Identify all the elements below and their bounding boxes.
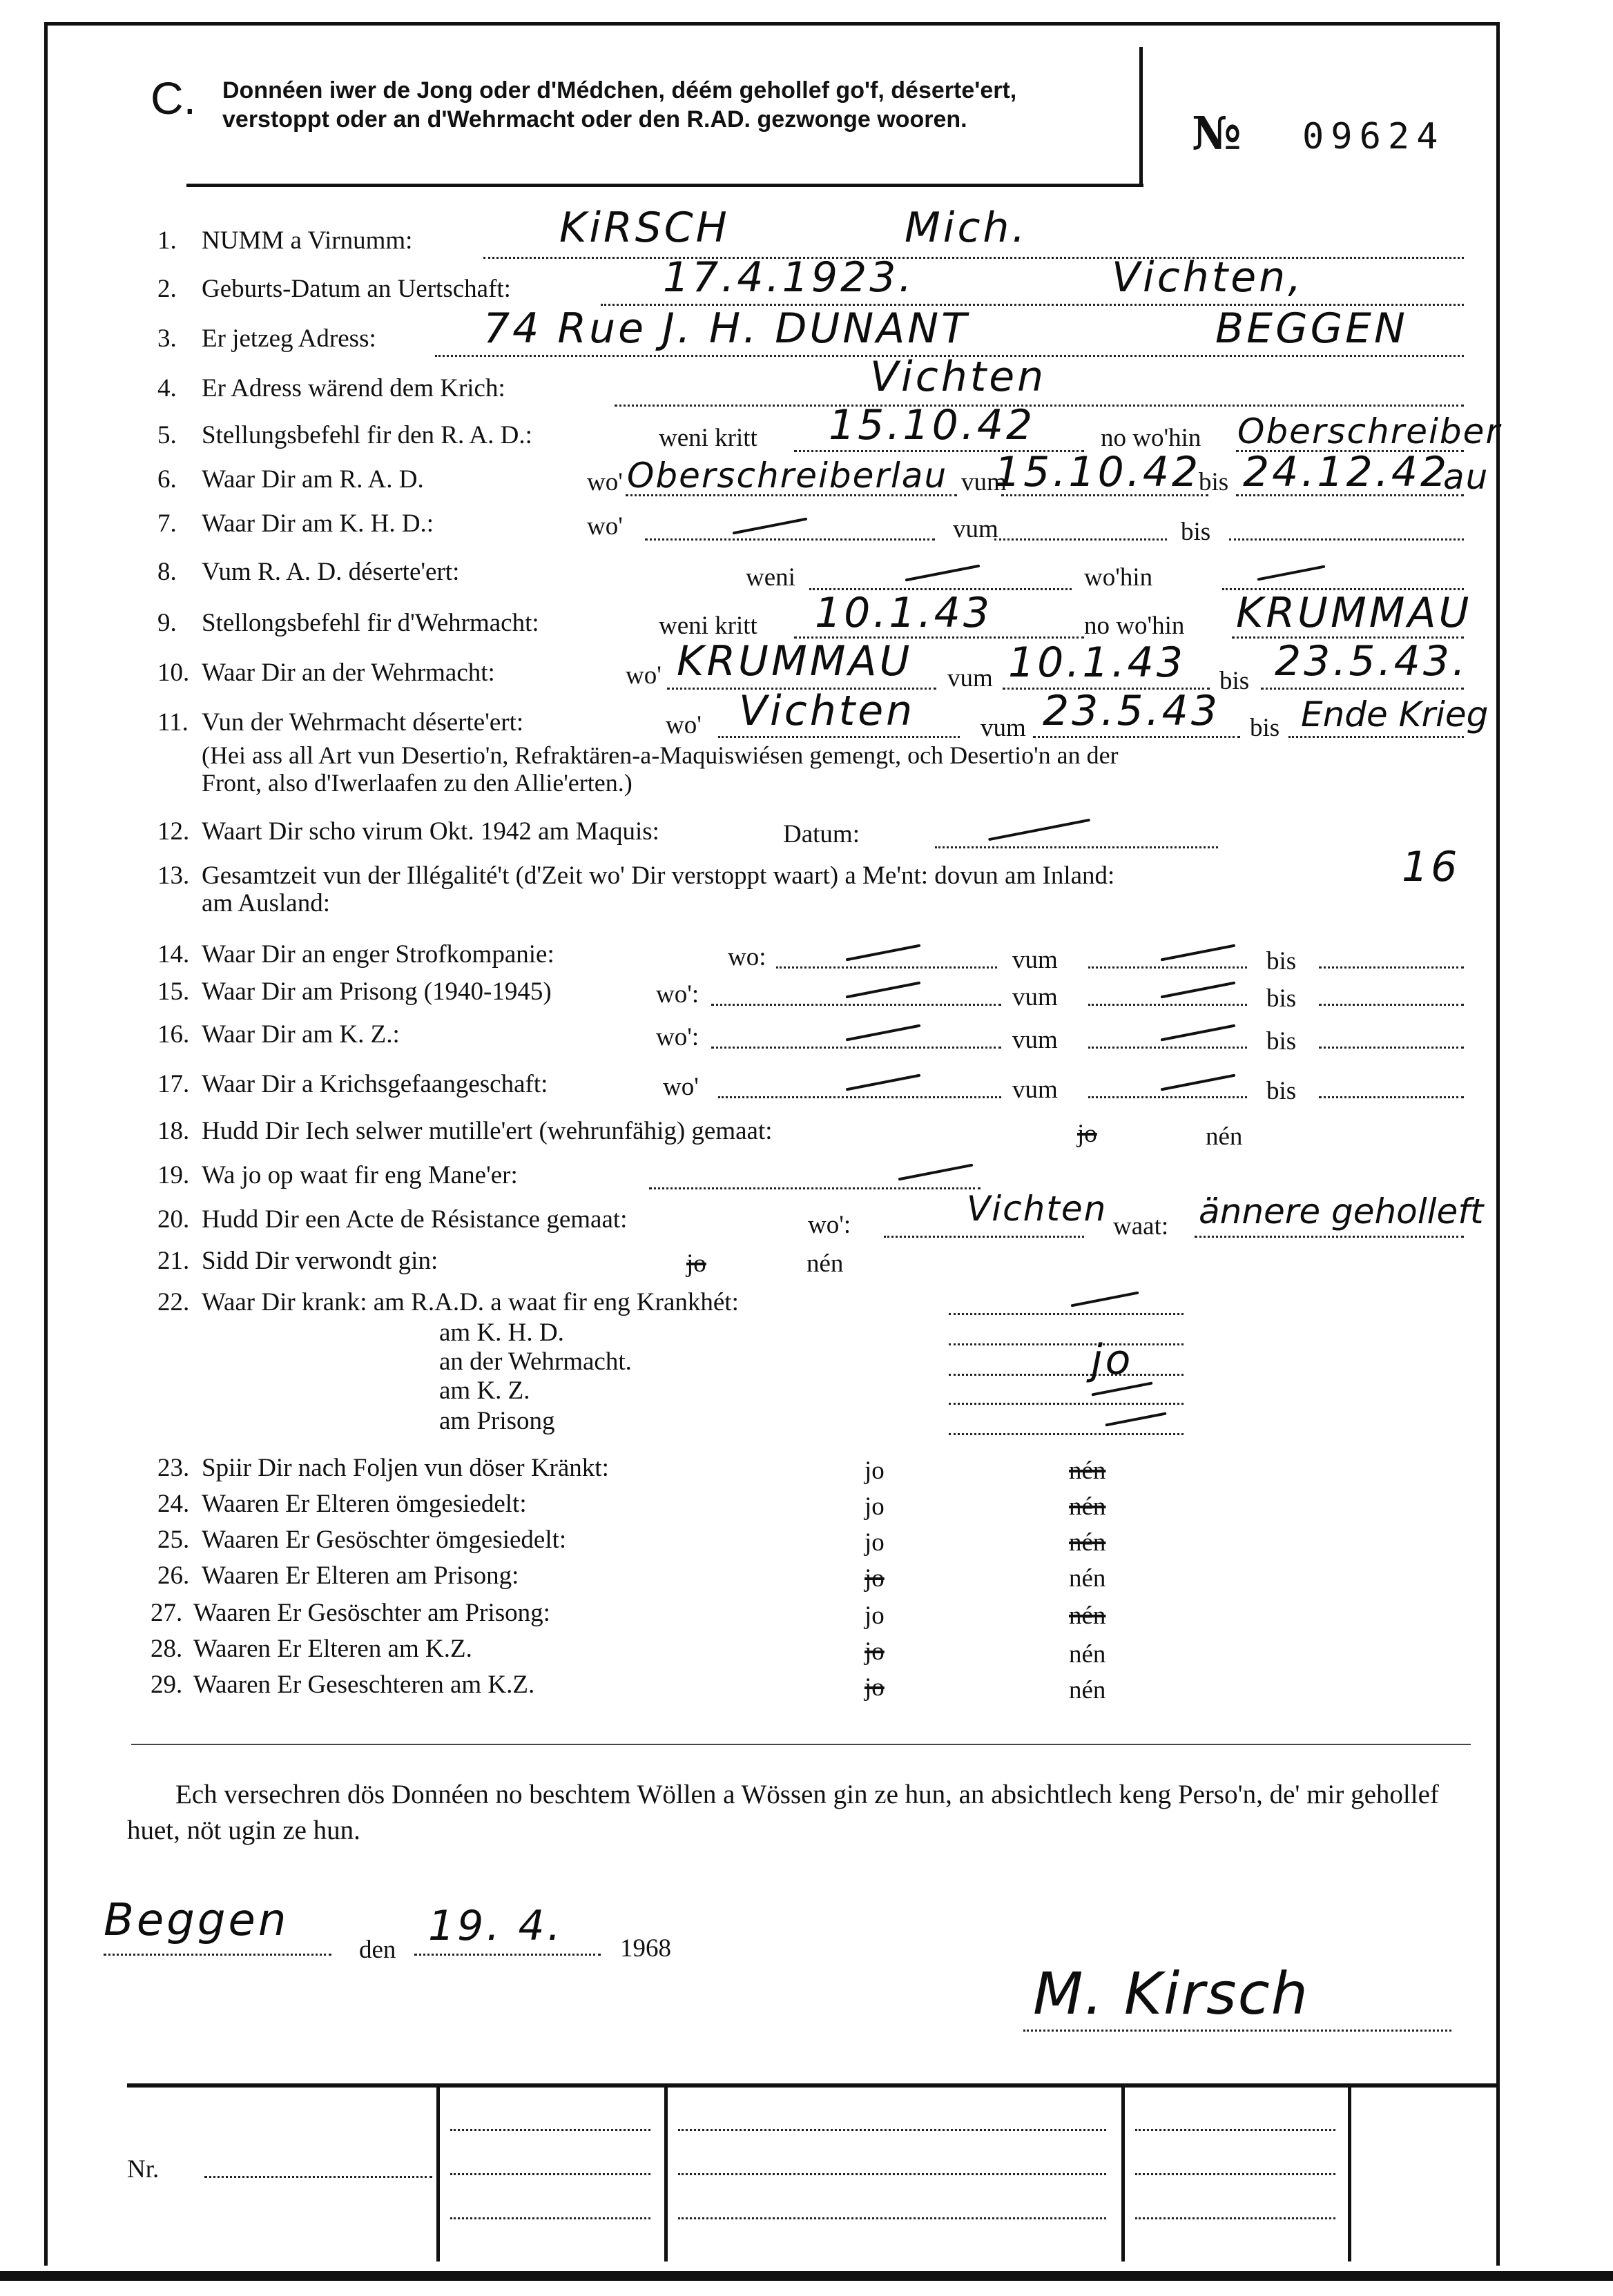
- signature-date: 19. 4.: [428, 1902, 563, 1950]
- row-29-yes-option[interactable]: jo: [865, 1673, 885, 1702]
- footer-cell-2-3[interactable]: [678, 2217, 1106, 2219]
- row-16-label: Waar Dir am K. Z.:: [202, 1020, 400, 1049]
- row-22-number: 22.: [157, 1288, 190, 1316]
- row-22-kz-label: am K. Z.: [439, 1376, 530, 1405]
- row-9-where-value: KRUMMAU: [1236, 589, 1472, 637]
- row-20-what-value: ännere geholleft: [1199, 1191, 1484, 1232]
- row-22-wehrmacht-field[interactable]: [949, 1374, 1184, 1376]
- row-22-khd-field[interactable]: [949, 1343, 1184, 1345]
- row-17-number: 17.: [157, 1070, 190, 1098]
- row-15-label: Waar Dir am Prisong (1940-1945): [202, 977, 552, 1006]
- row-15-to-field[interactable]: [1319, 1004, 1464, 1006]
- row-7-where-field[interactable]: [645, 538, 935, 541]
- row-12-number: 12.: [157, 817, 190, 846]
- signature-year: 1968: [620, 1934, 671, 1963]
- row-25-number: 25.: [157, 1526, 190, 1554]
- row-11-from-field[interactable]: [1033, 736, 1240, 738]
- row-14-from-label: vum: [1012, 946, 1058, 974]
- row-10-number: 10.: [157, 659, 190, 687]
- row-27-yes-option[interactable]: jo: [865, 1602, 885, 1630]
- row-5-when-label: weni kritt: [659, 424, 757, 452]
- row-15-to-label: bis: [1266, 984, 1297, 1013]
- footer-cell-3-1[interactable]: [1135, 2129, 1335, 2131]
- row-20-number: 20.: [157, 1205, 190, 1234]
- row-18-no-option[interactable]: nén: [1206, 1122, 1243, 1151]
- row-3-address: 74 Rue J. H. DUNANT: [483, 304, 969, 353]
- row-14-from-field[interactable]: [1088, 966, 1247, 969]
- row-4-field[interactable]: [615, 405, 1464, 407]
- row-24-label: Waaren Er Elteren ömgesiedelt:: [202, 1490, 527, 1518]
- footer-col-divider-4: [1348, 2086, 1351, 2261]
- row-6-number: 6.: [157, 465, 177, 494]
- row-12-date-label: Datum:: [783, 820, 860, 848]
- row-20-what-field[interactable]: [1195, 1236, 1464, 1238]
- row-11-to-value: Ende Krieg: [1301, 694, 1489, 734]
- row-28-no-option[interactable]: nén: [1069, 1640, 1106, 1669]
- row-5-when-value: 15.10.42: [829, 401, 1036, 449]
- row-2-birthplace: Vichten,: [1112, 253, 1304, 302]
- row-17-label: Waar Dir a Krichsgefaangeschaft:: [202, 1070, 548, 1098]
- row-24-yes-option[interactable]: jo: [865, 1492, 885, 1521]
- row-5-label: Stellungsbefehl fir den R. A. D.:: [202, 421, 532, 449]
- row-24-number: 24.: [157, 1490, 190, 1518]
- row-28-number: 28.: [151, 1635, 183, 1663]
- row-28-yes-option[interactable]: jo: [865, 1637, 885, 1666]
- footer-col-divider-2: [664, 2086, 668, 2261]
- row-21-number: 21.: [157, 1247, 190, 1275]
- row-5-number: 5.: [157, 421, 177, 449]
- row-17-to-label: bis: [1266, 1077, 1297, 1105]
- row-9-when-label: weni kritt: [659, 612, 757, 640]
- row-20-what-label: waat:: [1113, 1212, 1169, 1241]
- row-14-number: 14.: [157, 940, 190, 969]
- row-19-field[interactable]: [649, 1187, 981, 1189]
- row-15-where-field[interactable]: [711, 1004, 1001, 1006]
- footer-cell-2-1[interactable]: [678, 2129, 1106, 2131]
- row-22-kz-field[interactable]: [949, 1403, 1184, 1405]
- row-15-from-field[interactable]: [1088, 1004, 1247, 1006]
- footer-cell-1-3[interactable]: [450, 2217, 650, 2219]
- row-15-number: 15.: [157, 977, 190, 1006]
- nr-field[interactable]: [204, 2176, 432, 2178]
- row-16-number: 16.: [157, 1020, 190, 1049]
- row-18-label: Hudd Dir Iech selwer mutille'ert (wehrunfähig) gemaat:: [202, 1117, 773, 1145]
- row-1-surname: KiRSCH: [559, 204, 730, 252]
- row-18-number: 18.: [157, 1117, 190, 1145]
- row-13-inland-value: 16: [1402, 843, 1460, 891]
- row-5-where-value: Oberschreiber: [1237, 411, 1501, 451]
- row-11-where-field[interactable]: [718, 736, 960, 738]
- row-6-where-label: wo': [587, 468, 623, 496]
- row-11-note: (Hei ass all Art vun Desertio'n, Refraktären-a-Maquiswiésen gemengt, och Desertio'n an der: [202, 741, 1119, 769]
- row-19-label: Wa jo op waat fir eng Mane'er:: [202, 1161, 518, 1189]
- row-6-label: Waar Dir am R. A. D.: [202, 465, 424, 494]
- row-10-where-label: wo': [626, 661, 661, 690]
- row-9-label: Stellongsbefehl fir d'Wehrmacht:: [202, 609, 539, 637]
- row-7-label: Waar Dir am K. H. D.:: [202, 509, 434, 538]
- row-11-from-value: 23.5.43: [1043, 687, 1221, 735]
- footer-top-rule: [127, 2083, 1500, 2088]
- row-4-number: 4.: [157, 374, 177, 402]
- row-1-number: 1.: [157, 226, 177, 255]
- row-13-number: 13.: [157, 862, 190, 890]
- row-2-number: 2.: [157, 275, 177, 303]
- row-8-when-label: weni: [746, 563, 795, 592]
- row-13-abroad-label: am Ausland:: [202, 889, 331, 917]
- row-21-yes-option[interactable]: jo: [686, 1249, 706, 1278]
- row-23-label: Spiir Dir nach Foljen vun döser Kränkt:: [202, 1454, 609, 1482]
- row-14-where-label: wo:: [728, 943, 766, 971]
- declaration-divider: [131, 1744, 1471, 1745]
- row-5-where-label: no wo'hin: [1101, 424, 1201, 452]
- row-10-to-label: bis: [1219, 667, 1250, 695]
- section-letter: C.: [151, 72, 196, 124]
- row-26-number: 26.: [157, 1562, 190, 1590]
- row-22-wehrmacht-label: an der Wehrmacht.: [439, 1348, 632, 1376]
- row-7-from-label: vum: [953, 515, 998, 543]
- row-27-number: 27.: [151, 1599, 183, 1627]
- row-16-from-label: vum: [1012, 1026, 1058, 1054]
- row-11-where-label: wo': [666, 711, 702, 739]
- row-4-label: Er Adress wärend dem Krich:: [202, 374, 505, 402]
- row-11-number: 11.: [157, 708, 189, 737]
- row-17-from-label: vum: [1012, 1076, 1058, 1104]
- nr-label: Nr.: [127, 2155, 160, 2183]
- row-16-to-label: bis: [1266, 1027, 1297, 1055]
- row-7-to-label: bis: [1181, 518, 1211, 546]
- row-29-number: 29.: [151, 1671, 183, 1699]
- row-25-no-option[interactable]: nén: [1069, 1528, 1106, 1557]
- row-21-label: Sidd Dir verwondt gin:: [202, 1247, 438, 1275]
- date-field[interactable]: [414, 1954, 601, 1956]
- row-10-to-field[interactable]: [1261, 688, 1464, 690]
- row-1-firstname: Mich.: [905, 204, 1028, 252]
- row-17-from-field[interactable]: [1088, 1096, 1247, 1098]
- row-10-from-value: 10.1.43: [1008, 639, 1186, 687]
- row-6-overflow: au: [1443, 457, 1489, 497]
- row-12-label: Waart Dir scho virum Okt. 1942 am Maquis:: [202, 817, 659, 846]
- row-16-to-field[interactable]: [1319, 1047, 1464, 1049]
- row-27-no-option[interactable]: nén: [1069, 1602, 1106, 1630]
- row-6-to-value: 24.12.42: [1243, 448, 1450, 496]
- row-1-field[interactable]: [483, 257, 1464, 259]
- row-9-when-value: 10.1.43: [815, 589, 993, 637]
- row-26-yes-option[interactable]: jo: [865, 1564, 885, 1593]
- declaration-text: Ech versechren dös Donnéen no beschtem Wöllen a Wössen gin ze hun, an absichtlech keng Perso'n, de' mir gehollef huet, nöt ugin ze hun.: [127, 1780, 1439, 1845]
- row-11-from-label: vum: [981, 714, 1026, 742]
- row-10-to-value: 23.5.43.: [1275, 637, 1469, 685]
- row-2-label: Geburts-Datum an Uertschaft:: [202, 275, 511, 303]
- row-6-from-value: 15.10.42: [994, 448, 1201, 496]
- row-22-prison-label: am Prisong: [439, 1407, 555, 1435]
- form-number: 09624: [1302, 116, 1445, 157]
- row-3-label: Er jetzeg Adress:: [202, 324, 376, 353]
- row-8-where-label: wo'hin: [1084, 563, 1153, 592]
- signature-field[interactable]: [1023, 2030, 1451, 2032]
- row-24-no-option[interactable]: nén: [1069, 1492, 1106, 1521]
- row-6-to-label: bis: [1199, 468, 1229, 496]
- row-23-number: 23.: [157, 1454, 190, 1482]
- row-14-to-label: bis: [1266, 947, 1297, 975]
- footer-cell-1-2[interactable]: [450, 2173, 650, 2175]
- row-10-where-value: KRUMMAU: [677, 637, 913, 685]
- row-12-date-field[interactable]: [935, 846, 1218, 848]
- footer-col-divider-1: [436, 2086, 440, 2261]
- row-4-wartime-address: Vichten: [870, 353, 1047, 401]
- row-7-where-label: wo': [587, 512, 623, 541]
- row-7-from-field[interactable]: [994, 538, 1167, 541]
- row-20-where-field[interactable]: [884, 1236, 1084, 1238]
- row-14-where-field[interactable]: [776, 966, 997, 969]
- row-22-rad-field[interactable]: [949, 1313, 1184, 1315]
- row-16-where-label: wo':: [656, 1023, 699, 1051]
- row-22-prison-field[interactable]: [949, 1433, 1184, 1435]
- number-sign: №: [1192, 106, 1242, 160]
- row-20-where-label: wo':: [808, 1211, 851, 1239]
- footer-cell-3-3[interactable]: [1135, 2217, 1335, 2219]
- row-6-where-value: Oberschreiberlau: [627, 456, 948, 496]
- row-29-label: Waaren Er Geseschteren am K.Z.: [193, 1671, 535, 1699]
- row-11-to-field[interactable]: [1288, 736, 1464, 738]
- row-11-label: Vun der Wehrmacht déserte'ert:: [202, 708, 524, 737]
- row-6-from-label: vum: [961, 468, 1007, 496]
- place-field[interactable]: [104, 1954, 331, 1956]
- form-title: Donnéen iwer de Jong oder d'Médchen, déém gehollef go'f, déserte'ert, verstoppt oder an d'Wehrmacht oder den R.AD. gezwonge wooren.: [222, 77, 1017, 133]
- row-18-yes-option[interactable]: jo: [1077, 1120, 1097, 1148]
- footer-col-divider-3: [1121, 2086, 1125, 2261]
- row-14-label: Waar Dir an enger Strofkompanie:: [202, 940, 554, 969]
- row-13-label: Gesamtzeit vun der Illégalité't (d'Zeit wo' Dir verstoppt waart) a Me'nt: dovun am Inland:: [202, 862, 1115, 890]
- header-underline: [186, 184, 1143, 187]
- row-17-to-field[interactable]: [1319, 1096, 1464, 1098]
- row-20-where-value: Vichten: [967, 1189, 1108, 1229]
- row-9-where-label: no wo'hin: [1084, 612, 1185, 640]
- page-bottom-edge: [0, 2271, 1613, 2281]
- row-22-wehrmacht-value: jo: [1091, 1336, 1134, 1384]
- row-23-no-option[interactable]: nén: [1069, 1457, 1106, 1485]
- footer-cell-3-2[interactable]: [1135, 2173, 1335, 2175]
- footer-cell-2-2[interactable]: [678, 2173, 1106, 2175]
- row-3-number: 3.: [157, 324, 177, 353]
- row-7-number: 7.: [157, 509, 177, 538]
- row-10-from-label: vum: [947, 664, 993, 692]
- row-28-label: Waaren Er Elteren am K.Z.: [193, 1635, 472, 1663]
- row-26-label: Waaren Er Elteren am Prisong:: [202, 1562, 519, 1590]
- row-7-to-field[interactable]: [1229, 538, 1464, 541]
- row-14-to-field[interactable]: [1319, 966, 1464, 969]
- den-label: den: [359, 1936, 396, 1964]
- row-8-number: 8.: [157, 558, 177, 586]
- row-8-label: Vum R. A. D. déserte'ert:: [202, 558, 460, 586]
- footer-cell-1-1[interactable]: [450, 2129, 650, 2131]
- row-1-label: NUMM a Virnumm:: [202, 226, 413, 255]
- row-19-number: 19.: [157, 1161, 190, 1189]
- row-25-label: Waaren Er Gesöschter ömgesiedelt:: [202, 1526, 567, 1554]
- row-21-no-option[interactable]: nén: [806, 1249, 844, 1278]
- row-15-from-label: vum: [1012, 983, 1058, 1011]
- row-9-number: 9.: [157, 609, 177, 637]
- row-16-where-field[interactable]: [711, 1047, 1001, 1049]
- signature-place: Beggen: [104, 1895, 289, 1946]
- row-23-yes-option[interactable]: jo: [865, 1457, 885, 1485]
- header-divider: [1139, 47, 1143, 185]
- row-22-khd-label: am K. H. D.: [439, 1319, 564, 1347]
- row-16-from-field[interactable]: [1088, 1047, 1247, 1049]
- row-11-note-2: Front, also d'Iwerlaafen zu den Allie'erten.): [202, 769, 632, 797]
- row-17-where-label: wo': [663, 1073, 699, 1101]
- signature: M. Kirsch: [1033, 1960, 1310, 2027]
- row-11-to-label: bis: [1250, 714, 1280, 742]
- row-25-yes-option[interactable]: jo: [865, 1528, 885, 1557]
- row-29-no-option[interactable]: nén: [1069, 1676, 1106, 1704]
- row-11-where-value: Vichten: [739, 687, 916, 735]
- row-20-label: Hudd Dir een Acte de Résistance gemaat:: [202, 1205, 628, 1234]
- row-2-birthdate: 17.4.1923.: [663, 253, 915, 302]
- row-17-where-field[interactable]: [718, 1096, 1001, 1098]
- row-22-label: Waar Dir krank: am R.A.D. a waat fir eng Krankhét:: [202, 1288, 739, 1316]
- row-27-label: Waaren Er Gesöschter am Prisong:: [193, 1599, 550, 1627]
- row-10-label: Waar Dir an der Wehrmacht:: [202, 659, 495, 687]
- row-15-where-label: wo':: [656, 980, 699, 1009]
- row-26-no-option[interactable]: nén: [1069, 1564, 1106, 1593]
- row-3-city: BEGGEN: [1215, 304, 1408, 353]
